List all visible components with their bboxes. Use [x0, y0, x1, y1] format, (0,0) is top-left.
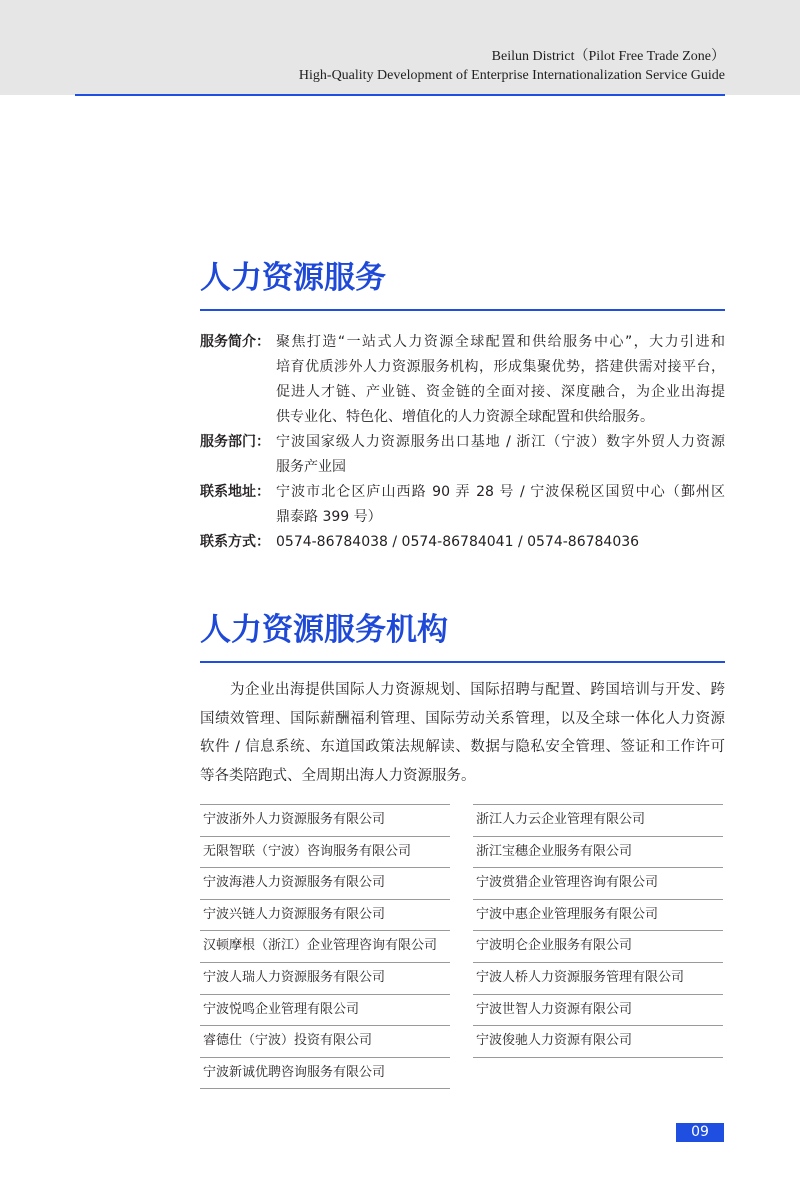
company-item: 浙江人力云企业管理有限公司 — [473, 805, 723, 837]
text-line: 宁波市北仑区庐山西路 90 弄 28 号 / 宁波保税区国贸中心（鄞州区 — [276, 484, 725, 500]
text-line: 鼎泰路 399 号） — [276, 509, 382, 525]
company-item: 宁波悦鸣企业管理有限公司 — [200, 995, 450, 1027]
text-line: 聚焦打造“一站式人力资源全球配置和供给服务中心”，大力引进和 — [276, 334, 725, 350]
company-item: 浙江宝穗企业服务有限公司 — [473, 837, 723, 869]
section1-title: 人力资源服务 — [200, 260, 386, 296]
company-item: 宁波俊驰人力资源有限公司 — [473, 1026, 723, 1058]
field-contact-address — [200, 480, 725, 530]
company-list-left — [200, 804, 450, 1089]
company-item: 宁波赏猎企业管理咨询有限公司 — [473, 868, 723, 900]
service-info — [200, 330, 725, 555]
text-line: 培育优质涉外人力资源服务机构，形成集聚优势，搭建供需对接平台， — [276, 359, 725, 375]
paragraph-line: 等各类陪跑式、全周期出海人力资源服务。 — [200, 767, 476, 784]
company-item: 无限智联（宁波）咨询服务有限公司 — [200, 837, 450, 869]
running-header — [299, 47, 725, 85]
field-label: 服务部门： — [200, 434, 270, 450]
field-label: 联系方式： — [200, 534, 270, 550]
running-header-line2: High-Quality Development of Enterprise Internationalization Service Guide — [298, 68, 725, 83]
company-item: 宁波中惠企业管理服务有限公司 — [473, 900, 723, 932]
company-item: 宁波兴链人力资源服务有限公司 — [200, 900, 450, 932]
header-divider — [75, 94, 725, 96]
section2-title: 人力资源服务机构 — [200, 612, 448, 648]
field-contact-phone — [200, 530, 725, 555]
company-item: 宁波浙外人力资源服务有限公司 — [200, 805, 450, 837]
field-value — [276, 530, 725, 555]
field-value — [276, 330, 725, 430]
company-item: 宁波明仑企业服务有限公司 — [473, 931, 723, 963]
section2-intro-paragraph — [200, 676, 725, 790]
field-label: 联系地址： — [200, 484, 270, 500]
field-value — [276, 480, 725, 530]
text-line: 供专业化、特色化、增值化的人力资源全球配置和供给服务。 — [276, 409, 654, 425]
field-service-intro — [200, 330, 725, 430]
text-line: 宁波国家级人力资源服务出口基地 / 浙江（宁波）数字外贸人力资源 — [276, 434, 725, 450]
company-item: 宁波海港人力资源服务有限公司 — [200, 868, 450, 900]
section1-divider — [200, 309, 725, 311]
field-service-department — [200, 430, 725, 480]
company-item: 汉顿摩根（浙江）企业管理咨询有限公司 — [200, 931, 450, 963]
page-number: 09 — [676, 1123, 724, 1142]
company-item: 睿德仕（宁波）投资有限公司 — [200, 1026, 450, 1058]
text-line: 促进人才链、产业链、资金链的全面对接、深度融合，为企业出海提 — [276, 384, 725, 400]
field-label: 服务简介： — [200, 334, 270, 350]
company-item: 宁波人桥人力资源服务管理有限公司 — [473, 963, 723, 995]
section2-divider — [200, 661, 725, 663]
paragraph-line: 软件 / 信息系统、东道国政策法规解读、数据与隐私安全管理、签证和工作许可 — [200, 739, 725, 755]
text-line: 服务产业园 — [276, 459, 346, 475]
field-value — [276, 430, 725, 480]
company-item: 宁波世智人力资源有限公司 — [473, 995, 723, 1027]
paragraph-line: 国绩效管理、国际薪酬福利管理、国际劳动关系管理，以及全球一体化人力资源 — [200, 710, 725, 727]
company-item: 宁波人瑞人力资源服务有限公司 — [200, 963, 450, 995]
company-item: 宁波新诚优聘咨询服务有限公司 — [200, 1058, 450, 1090]
running-header-line1: Beilun District（Pilot Free Trade Zone） — [491, 49, 725, 64]
phone-numbers: 0574-86784038 / 0574-86784041 / 0574-86784036 — [276, 534, 640, 550]
company-list-right — [473, 804, 723, 1058]
paragraph-line: 为企业出海提供国际人力资源规划、国际招聘与配置、跨国培训与开发、跨 — [230, 682, 725, 698]
